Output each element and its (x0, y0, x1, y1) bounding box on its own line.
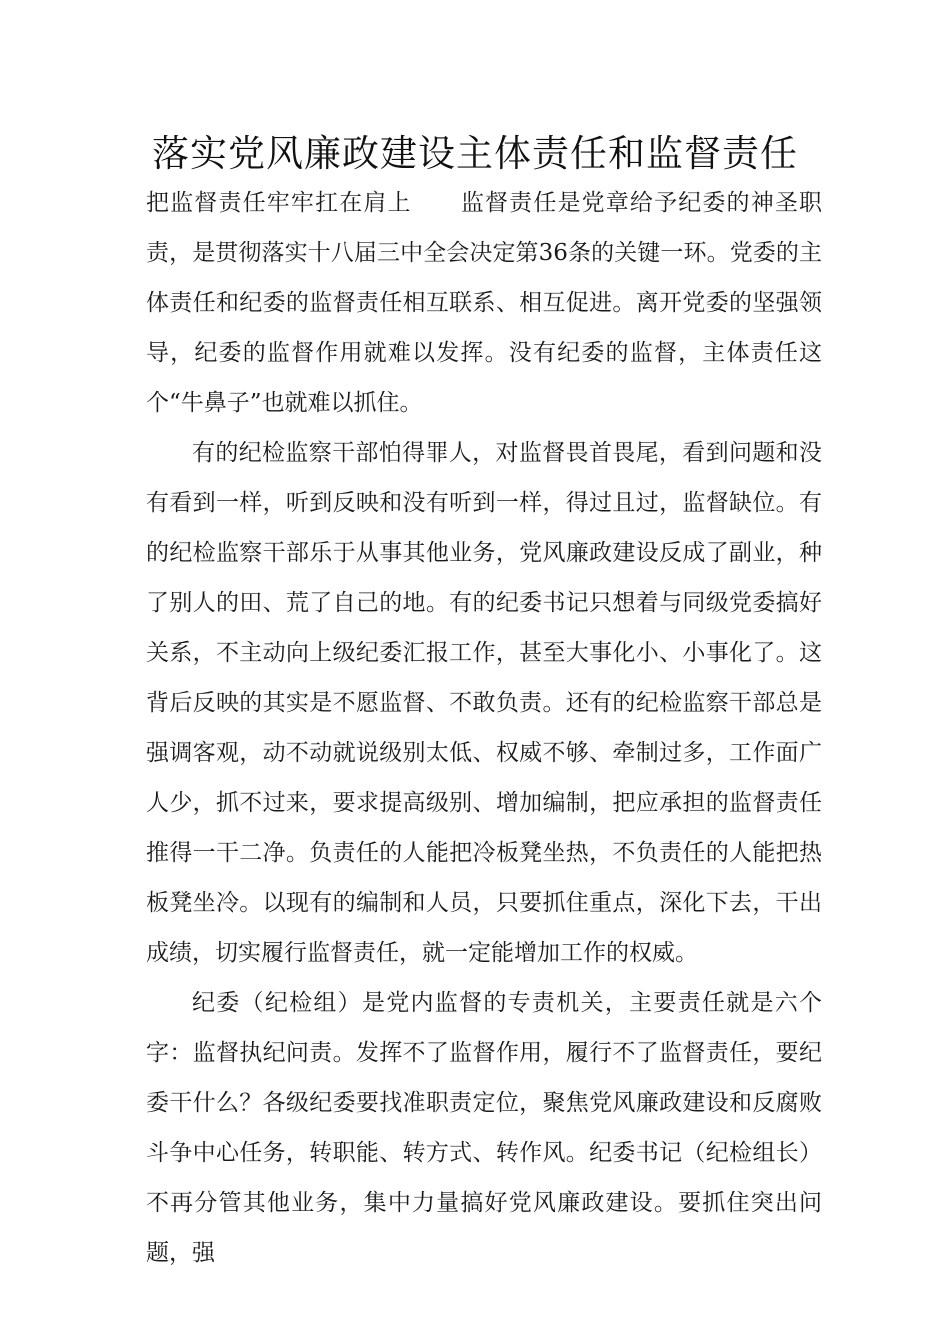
document-title: 落实党风廉政建设主体责任和监督责任 (152, 132, 798, 175)
paragraph-1 (146, 178, 822, 428)
paragraph-1-text: 监督责任是党章给予纪委的神圣职责，是贯彻落实十八届三中全会决定第36条的关键一环。党委的主体责任和纪委的监督责任相互联系、相互促进。离开党委的坚强领导，纪委的监督作用就难以发挥。没有纪委的监督，主体责任这个“牛鼻子”也就难以抓住。 (146, 190, 823, 416)
paragraph-2: 有的纪检监察干部怕得罪人，对监督畏首畏尾，看到问题和没有看到一样，听到反映和没有听到一样，得过且过，监督缺位。有的纪检监察干部乐于从事其他业务，党风廉政建设反成了副业，种了别人的田、荒了自己的地。有的纪委书记只想着与同级党委搞好关系，不主动向上级纪委汇报工作，甚至大事化小、小事化了。这背后反映的其实是不愿监督、不敢负责。还有的纪检监察干部总是强调客观，动不动就说级别太低、权威不够、牵制过多，工作面广人少，抓不过来，要求提高级别、增加编制，把应承担的监督责任推得一干二净。负责任的人能把冷板凳坐热，不负责任的人能把热板凳坐冷。以现有的编制和人员，只要抓住重点，深化下去，干出成绩，切实履行监督责任，就一定能增加工作的权威。 (146, 440, 822, 966)
lead-heading: 把监督责任牢牢扛在肩上 (146, 190, 412, 216)
paragraph-3: 纪委（纪检组）是党内监督的专责机关，主要责任就是六个字：监督执纪问责。发挥不了监督作用，履行不了监督责任，要纪委干什么？各级纪委要找准职责定位，聚焦党风廉政建设和反腐败斗争中心任务，转职能、转方式、转作风。纪委书记（纪检组长）不再分管其他业务，集中力量搞好党风廉政建设。要抓住突出问题，强 (146, 990, 822, 1266)
document-body (146, 178, 822, 1278)
